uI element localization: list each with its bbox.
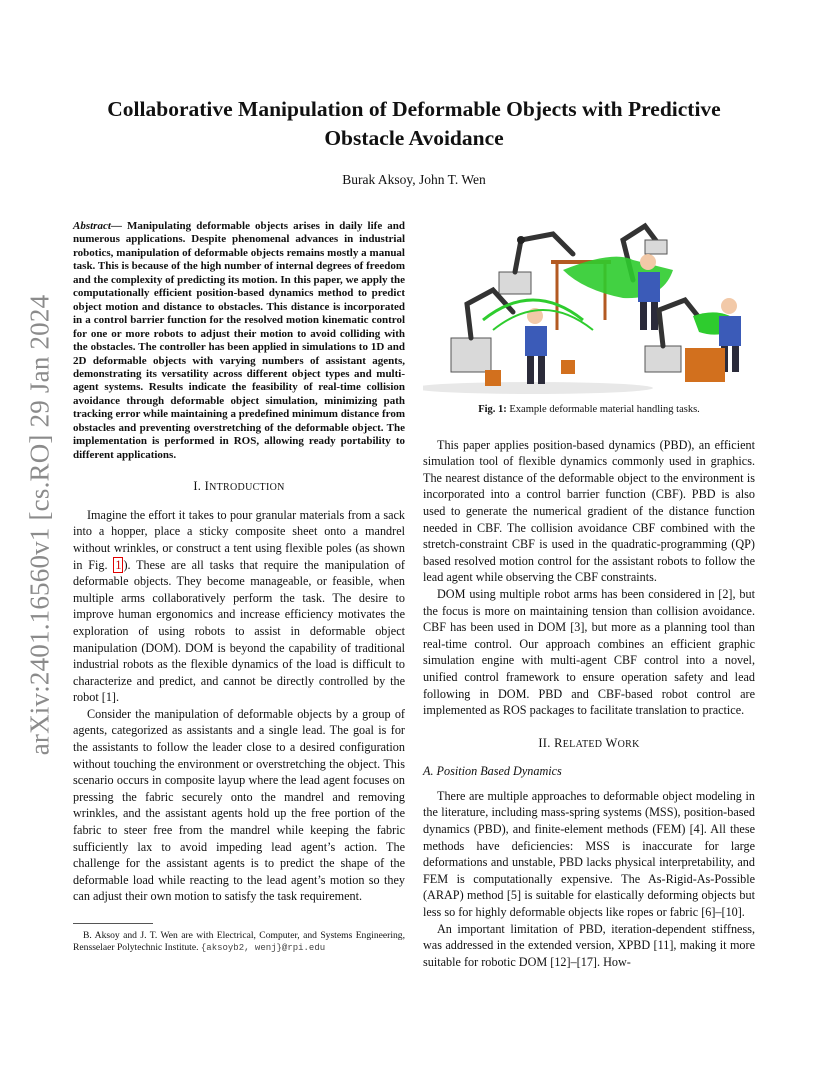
figure-1-caption — [423, 402, 755, 419]
right-paragraph-1: This paper applies position-based dynamics (PBD), an efficient simulation tool of flexible dynamics commonly used in graphics. The nearest distance of the deformable object to the environment is incorporated into a control barrier function (CBF). PBD is also used to generate the numerical gradient of the distance function needed in CBF. The collision avoidance CBF combined with the stretch-constraint CBF is used in the quadratic-programming (QP) based resolved motion control for the assistant robots to follow the lead agent while observing the CBF constraints. — [423, 437, 755, 585]
right-paragraph-2: DOM using multiple robot arms has been considered in [2], but the focus is more on maintaining tension than collision avoidance. CBF has been used in DOM [3], but more as a planning tool than real-time control. Our approach combines an efficient graphic simulation engine with multi-agent CBF control into a novel, unified control framework to ensure operation safety and lead following in DOM. PBD and CBF-based robot control are implemented as ROS packages to facilitate translation to practice. — [423, 586, 755, 718]
paper-title: Collaborative Manipulation of Deformable Objects with Predictive Obstacle Avoidance — [107, 97, 721, 150]
figure-1-illustration — [423, 220, 755, 396]
author-line: Burak Aksoy, John T. Wen — [342, 172, 486, 187]
author-emails[interactable]: {aksoyb2, wenj}@rpi.edu — [200, 943, 326, 953]
arxiv-side-stamp — [20, 290, 60, 760]
robot-scene-illustration — [423, 220, 755, 396]
arxiv-identifier[interactable]: arXiv:2401.16560v1 [cs.RO] 29 Jan 2024 — [24, 294, 55, 756]
section-heading-introduction: I. INTRODUCTION — [193, 479, 285, 494]
intro-p1-text-b: ). These are all tasks that require the manipulation of deformable objects. They become manageable, or feasible, when multiple arms collaboratively perform the task. The desire to improve human ergonomics and increase efficiency motivates the exploration of using robots to assist in deformable object manipulation (DOM). DOM is beyond the capability of traditional industrial robots as the flexible dynamics of the load is difficult to characterize and predict, and cannot be directly controlled by the robot [1]. — [73, 557, 405, 705]
footnote-divider — [73, 923, 153, 924]
author-footnote — [73, 930, 405, 954]
footnote-text: B. Aksoy and J. T. Wen are with Electrical, Computer, and Systems Engineering, Rensselaer Polytechnic Institute. — [73, 930, 405, 953]
subsection-heading-pbd: A. Position Based Dynamics — [423, 764, 562, 779]
right-column — [423, 220, 755, 970]
right-paragraph-4: An important limitation of PBD, iteration-dependent stiffness, was addressed in the extended version, XPBD [11], making it more suitable for robotic DOM [12]–[17]. How- — [423, 921, 755, 969]
figure-reference-link[interactable]: 1 — [115, 557, 122, 572]
intro-paragraph-1 — [73, 507, 405, 706]
figure-caption-text: Example deformable material handling tasks. — [509, 404, 700, 415]
right-paragraph-3: There are multiple approaches to deformable object modeling in the literature, including mass-spring systems (MSS), position-based dynamics (PBD), and finite-element methods (FEM) [4]. All these methods have deficiencies: MSS is inaccurate for large deformations and unstable, PBD lacks physical interpretability, and FEM is computationally expensive. The As-Rigid-As-Possible (ARAP) method [5] is suitable for elastically deforming objects but less so for highly deformable objects like ropes or fabric [6]–[10]. — [423, 788, 755, 920]
left-column — [73, 220, 405, 954]
abstract-text: — Manipulating deformable objects arises in daily life and numerous applications. Despite phenomenal advances in industrial robotics, manipulation of deformable objects remains mostly a manual task. This is because of the high number of internal degrees of freedom and the complexity of predicting its motion. In this paper, we apply the computationally efficient position-based dynamics method to predict object motion and distance to obstacles. This distance is incorporated in a control barrier function for the resolved motion kinematic control for one or more robots to adjust their motion to avoid colliding with the obstacles. The controller has been applied in simulations to 1D and 2D deformable objects with varying numbers of assistant agents, demonstrating its versatility across different object types and multi-agent systems. Results indicate the feasibility of real-time collision avoidance through deformable object simulation, minimizing path tracking error while maintaining a predefined minimum distance from obstacles and preventing overstretching of the deformable object. The implementation is performed in ROS, allowing ready portability to different applications. — [73, 220, 405, 461]
abstract — [73, 220, 405, 462]
abstract-label: Abstract — [73, 220, 111, 232]
section-heading-related-work: II. RELATED WORK — [538, 735, 640, 750]
intro-paragraph-2: Consider the manipulation of deformable objects by a group of agents, categorized as assistants and a single lead. The goal is for the assistants to follow the leader close to a desired configuration without touching the environment or overstretching the object. This scenario occurs in composite layup where the lead agent focuses on pressing the fabric securely onto the mandrel and removing wrinkles, and the assistant agents hold up the free portion of the fabric to steer free from the mandrel while keeping the fabric sufficiently lax to avoid impeding lead agent’s action. The challenge for the assistant agents is to predict the shape of the deformable load while reacting to the lead agent’s motion so they can adjust their own motion to satisfy the task requirement. — [73, 706, 405, 904]
intro-p1-text-a: Imagine the effort it takes to pour granular materials from a sack into a hopper, place a sticky composite sheet onto a mandrel without wrinkles, or construct a tent using flexible poles (as shown in Fig. — [73, 507, 405, 572]
figure-label: Fig. 1: — [478, 404, 507, 415]
